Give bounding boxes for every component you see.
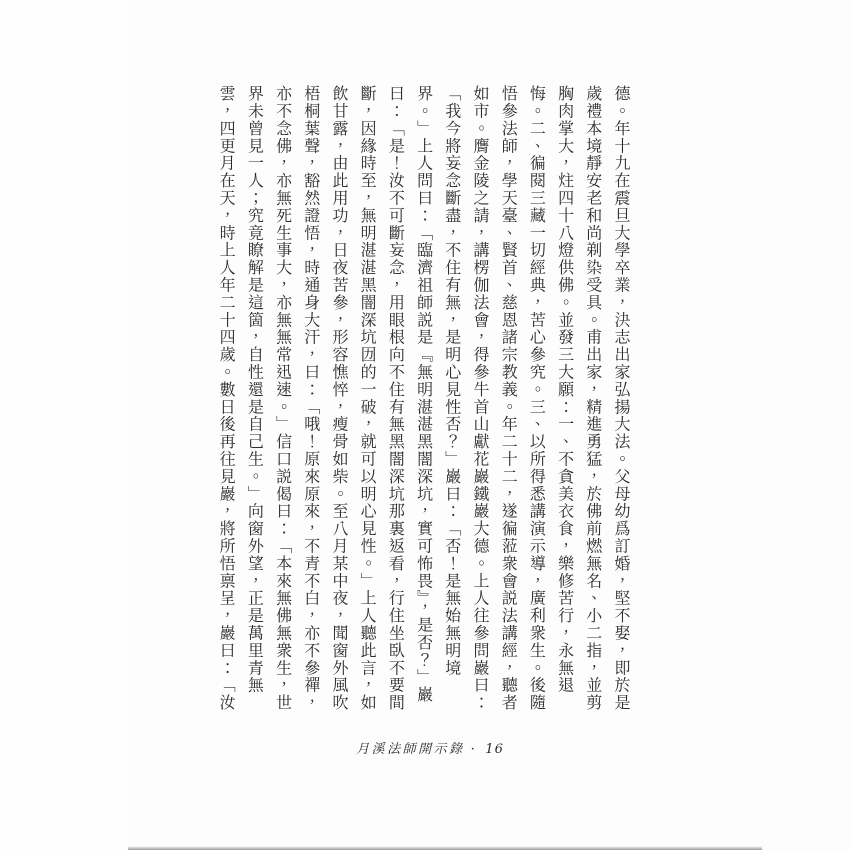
footer-page-number: 16 <box>485 742 504 757</box>
text-column: 斷，因緣時至，無明湛湛黑闇深坑㘞的一破，就可以明心見性。」上人聽此言，如 <box>358 85 378 712</box>
footer-book-title: 月溪法師開示錄 <box>356 742 465 757</box>
text-column: 曰：「是！汝不可斷妄念，用眼根向不住有無黑闇深坑那裏返看，行住坐臥不要間 <box>386 85 406 712</box>
scan-bottom-edge-artifact <box>128 846 762 850</box>
text-column: 「我今將妄念斷盡，不住有無，是明心見性否？」巖曰：「否！是無始無明境 <box>442 85 462 677</box>
text-column: 亦不念佛，亦無死生事大，亦無無常迅速。」信口説偈曰：「本來無佛無衆生，世 <box>273 85 293 712</box>
text-column: 界。」上人問曰：「臨濟祖師説是『無明湛湛黑闇深坑，實可怖畏』，是否？」巖 <box>414 85 434 704</box>
text-column: 歲禮本境靜安老和尚剃染受具。甫出家，精進勇猛，於佛前燃無名、小二指，並剪 <box>583 85 603 712</box>
footer-separator: · <box>470 742 478 757</box>
text-column: 飲甘露，由此用功，日夜苦參，形容憔悴，瘦骨如柴。至八月某中夜，聞窗外風吹 <box>329 85 349 712</box>
text-column: 界未曾見一人；究竟瞭解是這箇，自性還是自己生。」向窗外望，正是萬里青無 <box>245 85 265 694</box>
text-column: 胸肉掌大，炷四十八燈供佛。並發三大願：一、不貪美衣食，樂修苦行，永無退 <box>555 85 575 694</box>
text-column: 如市。膺金陵之請，講楞伽法會，得參牛首山獻花巖鐵巖大德。上人往參問巖曰： <box>470 85 490 712</box>
main-text-block <box>212 85 635 725</box>
text-column: 雲，四更月在天，時上人年二十四歲。數日後再往見巖，將所悟禀呈，巖曰：「汝 <box>217 85 237 712</box>
text-column: 悟參法師，學天臺、賢首、慈恩諸宗教義。年二十二，遂徧蒞衆會説法講經，聽者 <box>499 85 519 712</box>
running-footer <box>0 738 850 757</box>
text-column: 悔。二、徧閱三藏一切經典，苦心參究。三、以所得悉講演示導，廣利衆生。後隨 <box>527 85 547 712</box>
text-column: 德。年十九在震旦大學卒業，決志出家弘揚大法。父母幼爲訂婚，堅不娶，即於是 <box>612 85 631 712</box>
scan-left-margin-artifact <box>0 0 127 850</box>
text-column: 梧桐葉聲，豁然證悟，時通身大汗，曰：「哦！原來原來，不青不白，亦不參禪， <box>301 85 321 712</box>
